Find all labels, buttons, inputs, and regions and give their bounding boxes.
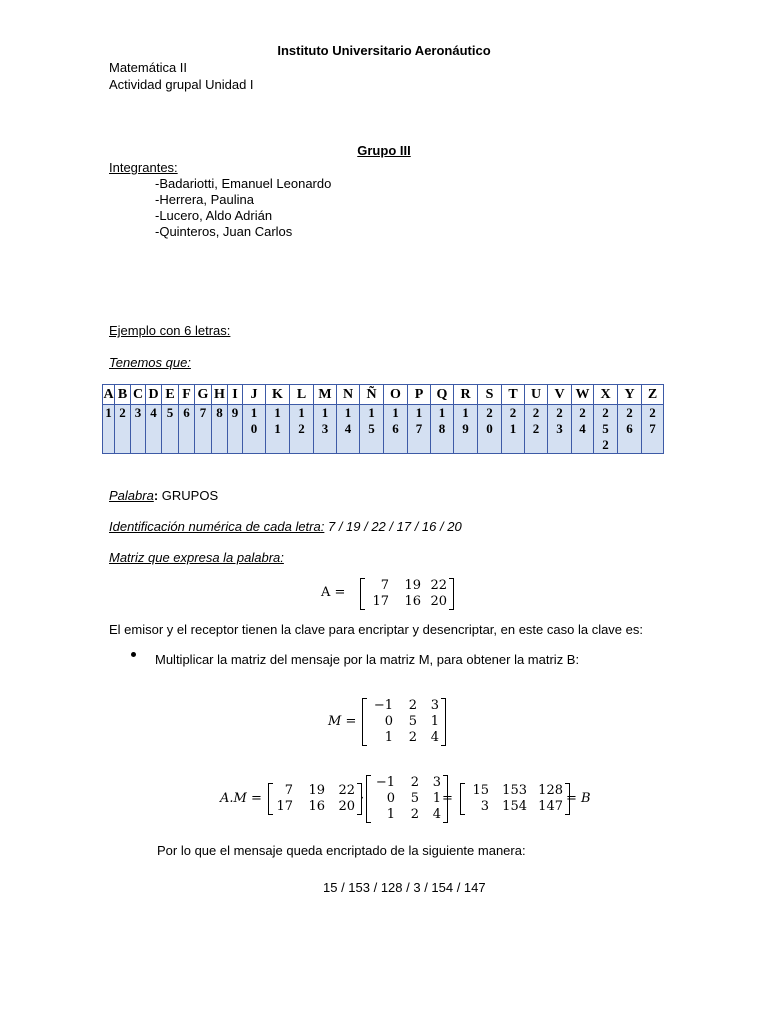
alphabet-letter-cell: T	[502, 385, 525, 405]
matrix-entry: 0	[384, 714, 393, 729]
alphabet-letter-cell: L	[290, 385, 314, 405]
alphabet-number-cell	[195, 405, 212, 454]
numeric-label: Identificación numérica de cada letra:	[109, 519, 325, 534]
alphabet-number-cell	[548, 405, 572, 454]
encrypted-message: 15 / 153 / 128 / 3 / 154 / 147	[323, 880, 486, 895]
alphabet-number-cell	[431, 405, 454, 454]
member-item: -Herrera, Paulina	[155, 192, 254, 207]
product-lhs: A.M	[220, 791, 247, 806]
alphabet-number-value: 13	[321, 405, 329, 436]
word-label: Palabra	[109, 488, 154, 503]
alphabet-number-cell	[478, 405, 502, 454]
matrix-entry: 5	[410, 791, 419, 806]
matrix-entry: −1	[375, 775, 395, 790]
alphabet-letter-cell: V	[548, 385, 572, 405]
alphabet-letter-cell: Z	[642, 385, 664, 405]
alphabet-number-value: 12	[298, 405, 305, 436]
matrix-entry: 20	[430, 594, 447, 609]
alphabet-number-value: 9	[231, 405, 239, 420]
matrix-entry: 7	[380, 578, 389, 593]
example-heading: Ejemplo con 6 letras:	[109, 323, 231, 338]
alphabet-numbers-row	[103, 405, 664, 454]
matrix-entry: 5	[408, 714, 417, 729]
alphabet-number-cell	[243, 405, 266, 454]
alphabet-number-cell	[360, 405, 384, 454]
alphabet-number-cell	[618, 405, 642, 454]
matrix-entry: 15	[472, 783, 489, 798]
matrix-entry: 3	[432, 775, 441, 790]
matrix-m-equation	[328, 714, 356, 729]
alphabet-letter-cell: H	[212, 385, 228, 405]
alphabet-number-value: 23	[556, 405, 563, 436]
alphabet-number-value: 16	[392, 405, 399, 436]
alphabet-number-cell	[502, 405, 525, 454]
alphabet-number-value: 10	[250, 405, 258, 436]
alphabet-number-value: 26	[626, 405, 633, 436]
alphabet-letter-cell: E	[162, 385, 179, 405]
alphabet-number-cell	[162, 405, 179, 454]
matrix-entry: 1	[384, 730, 393, 745]
matrix-entry: 1	[432, 791, 441, 806]
alphabet-letter-cell: F	[179, 385, 195, 405]
alphabet-letter-cell: O	[384, 385, 408, 405]
product-matrix-b	[460, 783, 570, 815]
alphabet-number-cell	[454, 405, 478, 454]
alphabet-table	[102, 384, 664, 454]
alphabet-number-cell	[408, 405, 431, 454]
alphabet-letter-cell: W	[572, 385, 594, 405]
matrix-label: Matriz que expresa la palabra:	[109, 550, 284, 565]
alphabet-letter-cell: S	[478, 385, 502, 405]
alphabet-number-value: 252	[602, 405, 609, 452]
alphabet-letter-cell: M	[314, 385, 337, 405]
matrix-entry: 19	[308, 783, 325, 798]
matrix-entry: 4	[430, 730, 439, 745]
alphabet-number-value: 22	[532, 405, 540, 436]
matrix-entry: 147	[538, 799, 563, 814]
alphabet-number-value: 24	[579, 405, 586, 436]
alphabet-number-value: 27	[649, 405, 656, 436]
matrix-entry: 153	[502, 783, 527, 798]
matrix-entry: 128	[538, 783, 563, 798]
members-label: Integrantes:	[109, 160, 178, 175]
equals-sign: =	[345, 714, 357, 729]
alphabet-letter-cell: G	[195, 385, 212, 405]
conclusion-text: Por lo que el mensaje queda encriptado de la siguiente manera:	[157, 843, 526, 858]
alphabet-number-value: 19	[462, 405, 469, 436]
institution-title: Instituto Universitario Aeronáutico	[277, 43, 491, 58]
matrix-entry: 22	[430, 578, 447, 593]
alphabet-number-value: 18	[438, 405, 446, 436]
course-name: Matemática II	[109, 60, 188, 75]
matrix-entry: 1	[386, 807, 395, 822]
word-value: GRUPOS	[158, 488, 219, 503]
product-matrix-m	[366, 775, 448, 823]
alphabet-number-cell	[642, 405, 664, 454]
alphabet-number-value: 14	[344, 405, 352, 436]
alphabet-letters-row	[103, 385, 664, 405]
group-title: Grupo III	[357, 143, 411, 158]
alphabet-number-value: 1	[105, 405, 112, 420]
member-item: -Lucero, Aldo Adrián	[155, 208, 273, 223]
matrix-entry: 16	[308, 799, 325, 814]
alphabet-number-value: 7	[199, 405, 207, 420]
alphabet-number-cell	[146, 405, 162, 454]
matrix-entry: 2	[408, 730, 417, 745]
alphabet-letter-cell: U	[525, 385, 548, 405]
matrix-entry: 22	[338, 783, 355, 798]
dot-operator: ·	[360, 791, 365, 806]
alphabet-letter-cell: C	[131, 385, 146, 405]
numeric-values: 7 / 19 / 22 / 17 / 16 / 20	[324, 519, 462, 534]
alphabet-number-cell	[266, 405, 290, 454]
alphabet-number-cell	[131, 405, 146, 454]
matrix-entry: 3	[480, 799, 489, 814]
alphabet-letter-cell: N	[337, 385, 360, 405]
matrix-entry: 3	[430, 698, 439, 713]
example-intro: Tenemos que:	[109, 355, 191, 370]
matrix-entry: 154	[502, 799, 527, 814]
matrix-m	[362, 698, 446, 746]
alphabet-letter-cell: P	[408, 385, 431, 405]
key-text: El emisor y el receptor tienen la clave para encriptar y desencriptar, en este caso la clave es:	[109, 622, 643, 637]
alphabet-letter-cell: Ñ	[360, 385, 384, 405]
bullet-icon	[131, 652, 136, 657]
alphabet-number-cell	[337, 405, 360, 454]
matrix-entry: 2	[410, 807, 419, 822]
alphabet-number-value: 21	[509, 405, 517, 436]
alphabet-number-value: 8	[216, 405, 223, 420]
alphabet-letter-cell: R	[454, 385, 478, 405]
matrix-entry: 2	[408, 698, 417, 713]
matrix-entry: 7	[284, 783, 293, 798]
bullet-text: Multiplicar la matriz del mensaje por la matriz M, para obtener la matriz B:	[155, 652, 580, 667]
alphabet-letter-cell: X	[594, 385, 618, 405]
alphabet-number-cell	[314, 405, 337, 454]
alphabet-letter-cell: I	[228, 385, 243, 405]
alphabet-letter-cell: D	[146, 385, 162, 405]
alphabet-number-value: 4	[150, 405, 157, 420]
matrix-entry: −1	[373, 698, 393, 713]
alphabet-number-value: 2	[119, 405, 126, 420]
equals-sign: =	[250, 791, 262, 806]
alphabet-number-value: 3	[134, 405, 142, 420]
matrix-entry: 17	[276, 799, 293, 814]
alphabet-number-cell	[525, 405, 548, 454]
equals-sign: =	[442, 791, 453, 806]
alphabet-number-value: 15	[368, 405, 375, 436]
matrix-a-name: A =	[321, 585, 346, 600]
matrix-a	[360, 578, 454, 610]
alphabet-number-cell	[115, 405, 131, 454]
matrix-entry: 20	[338, 799, 355, 814]
alphabet-number-cell	[594, 405, 618, 454]
word-sep: :	[153, 488, 159, 503]
alphabet-number-cell	[384, 405, 408, 454]
alphabet-number-cell	[103, 405, 115, 454]
alphabet-letter-cell: K	[266, 385, 290, 405]
alphabet-number-value: 5	[166, 405, 174, 420]
matrix-entry: 17	[372, 594, 389, 609]
alphabet-letter-cell: J	[243, 385, 266, 405]
equals-sign: =	[566, 791, 577, 806]
numeric-line	[109, 519, 462, 534]
alphabet-letter-cell: Y	[618, 385, 642, 405]
matrix-entry: 16	[404, 594, 421, 609]
product-rhs-equation	[566, 791, 591, 806]
alphabet-number-value: 20	[486, 405, 493, 436]
alphabet-letter-cell: A	[103, 385, 115, 405]
alphabet-number-value: 11	[274, 405, 281, 436]
matrix-m-name: M	[328, 714, 342, 729]
alphabet-number-cell	[212, 405, 228, 454]
product-lhs-equation	[220, 791, 262, 806]
product-rhs: B	[581, 791, 591, 806]
alphabet-number-cell	[290, 405, 314, 454]
matrix-entry: 2	[410, 775, 419, 790]
matrix-entry: 4	[432, 807, 441, 822]
alphabet-letter-cell: Q	[431, 385, 454, 405]
member-item: -Badariotti, Emanuel Leonardo	[155, 176, 332, 191]
activity-name: Actividad grupal Unidad I	[109, 77, 254, 92]
product-matrix-a	[268, 783, 365, 815]
matrix-entry: 1	[430, 714, 439, 729]
alphabet-number-cell	[179, 405, 195, 454]
alphabet-number-value: 6	[183, 405, 190, 420]
alphabet-number-cell	[228, 405, 243, 454]
member-item: -Quinteros, Juan Carlos	[155, 224, 293, 239]
matrix-entry: 19	[404, 578, 421, 593]
alphabet-letter-cell: B	[115, 385, 131, 405]
alphabet-number-value: 17	[415, 405, 423, 436]
word-line	[109, 488, 218, 503]
alphabet-number-cell	[572, 405, 594, 454]
matrix-entry: 0	[386, 791, 395, 806]
